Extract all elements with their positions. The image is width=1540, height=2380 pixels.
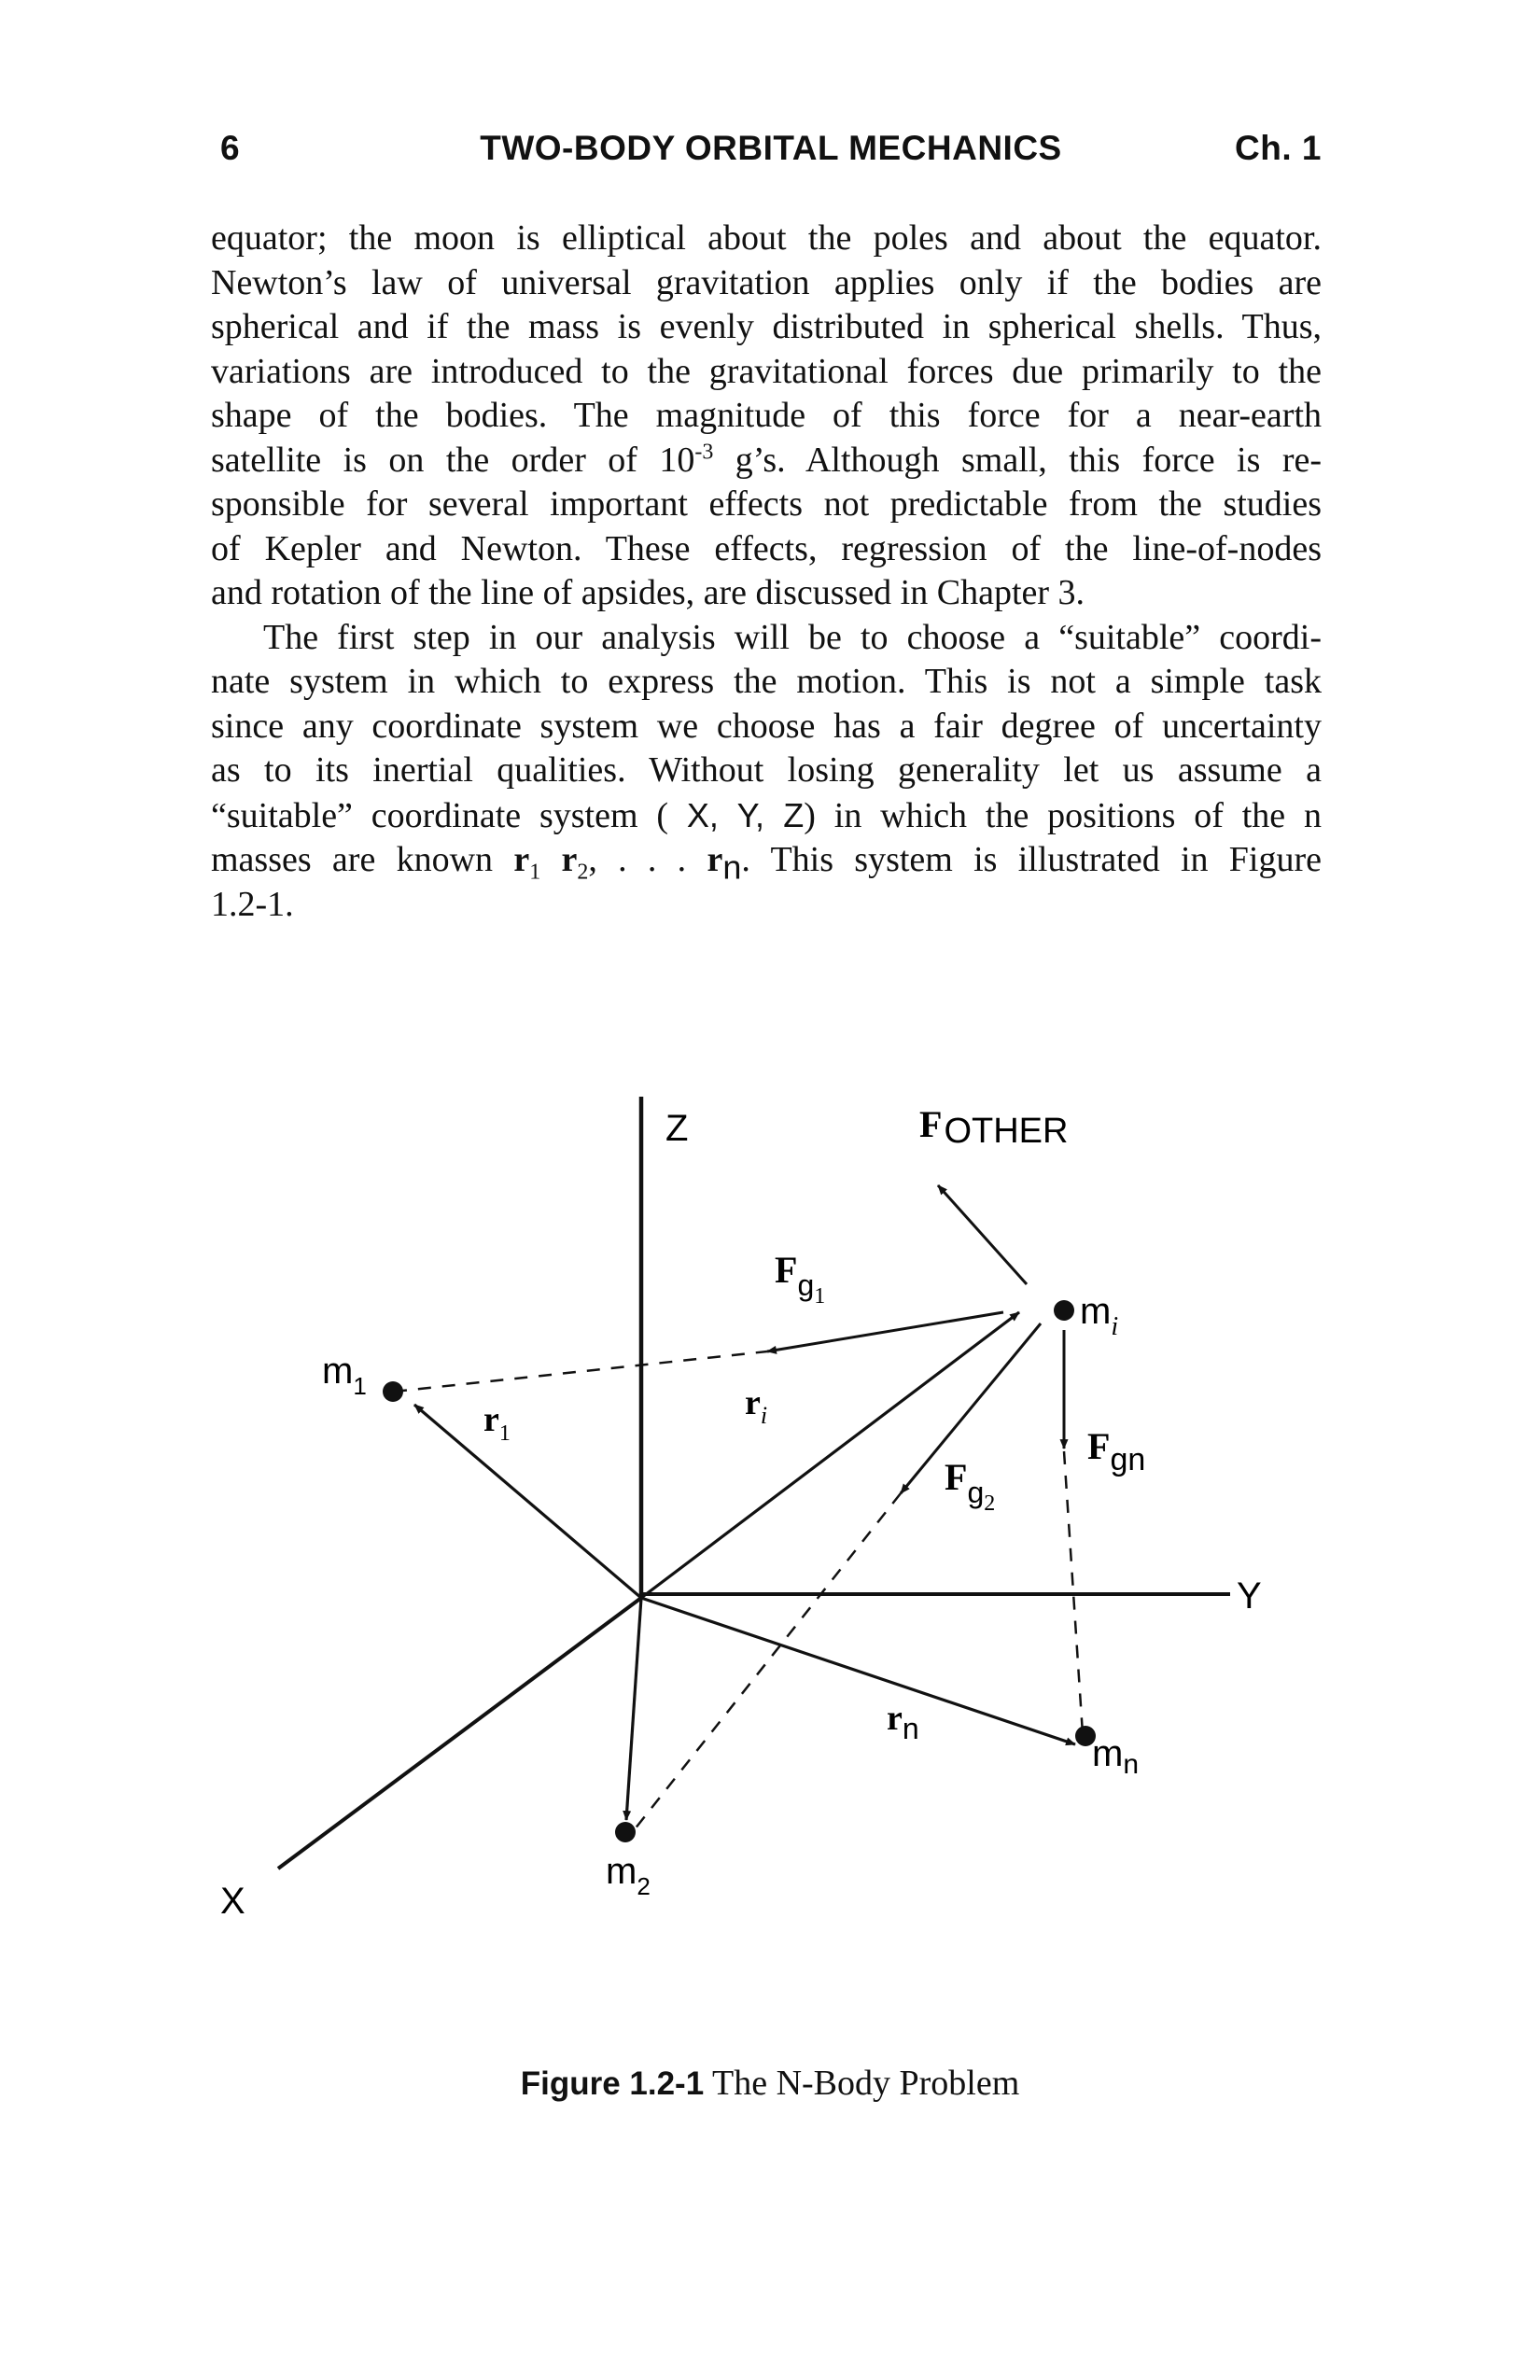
- axis-label-x: X: [220, 1881, 245, 1922]
- figure-caption: [0, 2063, 1540, 2104]
- label-sub: 1: [353, 1372, 367, 1400]
- axis-label-y: Y: [1237, 1575, 1262, 1617]
- vector-r: r: [561, 840, 578, 879]
- subscript: 1: [529, 860, 541, 885]
- caption-text: The N-Body Problem: [704, 2064, 1020, 2103]
- label-main: F: [945, 1456, 968, 1498]
- label-main: r: [887, 1699, 903, 1738]
- ellipsis: , . . .: [588, 840, 707, 879]
- label-main: m: [322, 1351, 354, 1392]
- label-rn: [887, 1699, 919, 1745]
- label-main: F: [919, 1103, 943, 1145]
- text-fragment: g’s. Although small, this force is re-: [713, 440, 1322, 480]
- mass-m2: [615, 1822, 636, 1842]
- text-fragment: ) in which the positions of the n: [804, 795, 1322, 835]
- label-sub: g: [797, 1268, 815, 1302]
- label-m2: [606, 1851, 651, 1900]
- label-sub: i: [760, 1402, 768, 1429]
- label-main: F: [1087, 1425, 1111, 1467]
- vector-rn-arrow: [641, 1598, 1075, 1744]
- label-main: r: [483, 1400, 499, 1439]
- axis-label-z: Z: [665, 1108, 689, 1149]
- label-sub: n: [902, 1712, 919, 1745]
- text-line: The first step in our analysis will be to choose a “suitable” coordi-: [263, 617, 1322, 657]
- label-sub: i: [1111, 1312, 1119, 1341]
- text-line: and rotation of the line of apsides, are discussed in Chapter 3.: [211, 573, 1085, 612]
- label-m1: [322, 1351, 367, 1400]
- label-main: m: [606, 1851, 637, 1892]
- label-sub: gn: [1110, 1442, 1146, 1477]
- label-subsub: 1: [814, 1284, 826, 1309]
- text-line: sponsible for several important effects not predictable from the studies: [211, 484, 1322, 524]
- vector-r1-arrow: [414, 1405, 641, 1598]
- page-number: 6: [220, 129, 241, 167]
- caption-label: Figure 1.2-1: [520, 2065, 705, 2102]
- label-main: m: [1092, 1733, 1124, 1774]
- text-line: shape of the bodies. The magnitude of this force for a near-earth: [211, 396, 1322, 435]
- coordinate-names: X, Y, Z: [686, 795, 805, 834]
- label-fg2: [945, 1456, 995, 1516]
- text-fragment: satellite is on the order of 10: [211, 440, 695, 480]
- label-fgn: [1087, 1425, 1145, 1477]
- force-g1-arrow: [767, 1312, 1003, 1351]
- text-line: nate system in which to express the motion. This is not a simple task: [211, 662, 1322, 701]
- label-sub: 1: [498, 1421, 511, 1446]
- chapter-label: Ch. 1: [1235, 129, 1322, 167]
- label-main: F: [775, 1249, 798, 1291]
- label-main: r: [745, 1383, 761, 1422]
- vector-ri-arrow: [641, 1312, 1019, 1598]
- force-other-arrow: [938, 1185, 1027, 1284]
- vector-r: r: [707, 840, 723, 879]
- vector-r2-arrow: [626, 1598, 641, 1820]
- text-line: Newton’s law of universal gravitation applies only if the bodies are: [211, 262, 1322, 302]
- text-fragment: . This system is illustrated in Figure: [741, 840, 1323, 879]
- text-fragment: masses are known: [211, 840, 514, 879]
- label-subsub: 2: [984, 1491, 996, 1516]
- label-sub: n: [1123, 1749, 1140, 1780]
- label-sub: g: [967, 1476, 985, 1509]
- exponent: -3: [694, 439, 714, 464]
- text-line: as to its inertial qualities. Without losing generality let us assume a: [211, 750, 1322, 790]
- label-r1: [483, 1400, 511, 1446]
- running-title: TWO-BODY ORBITAL MECHANICS: [480, 129, 1062, 167]
- label-main: m: [1080, 1291, 1112, 1332]
- subscript: n: [722, 847, 742, 887]
- label-sub: 2: [637, 1872, 651, 1900]
- text-line: spherical and if the mass is evenly distributed in spherical shells. Thus,: [211, 307, 1322, 346]
- text-line: variations are introduced to the gravitational forces due primarily to the: [211, 351, 1322, 391]
- dashed-mi-m2: [627, 1493, 901, 1839]
- text-line: equator; the moon is elliptical about the poles and about the equator.: [211, 218, 1322, 258]
- text-line: since any coordinate system we choose has a fair degree of uncertainty: [211, 706, 1322, 746]
- label-ri: [745, 1383, 767, 1429]
- label-f-other: [919, 1103, 1068, 1151]
- mass-m1: [383, 1381, 403, 1402]
- subscript: 2: [577, 860, 589, 885]
- label-sub: OTHER: [944, 1112, 1069, 1151]
- label-mn: [1092, 1733, 1139, 1780]
- mass-mi: [1054, 1300, 1074, 1321]
- dashed-m1-mi: [394, 1351, 767, 1392]
- text-fragment: “suitable” coordinate system (: [211, 795, 687, 835]
- label-mi: [1080, 1291, 1118, 1341]
- label-fg1: [775, 1249, 825, 1309]
- vector-r: r: [513, 840, 530, 879]
- text-line: 1.2-1.: [211, 884, 294, 924]
- text-line: of Kepler and Newton. These effects, regression of the line-of-nodes: [211, 528, 1322, 568]
- x-axis: [278, 1598, 641, 1869]
